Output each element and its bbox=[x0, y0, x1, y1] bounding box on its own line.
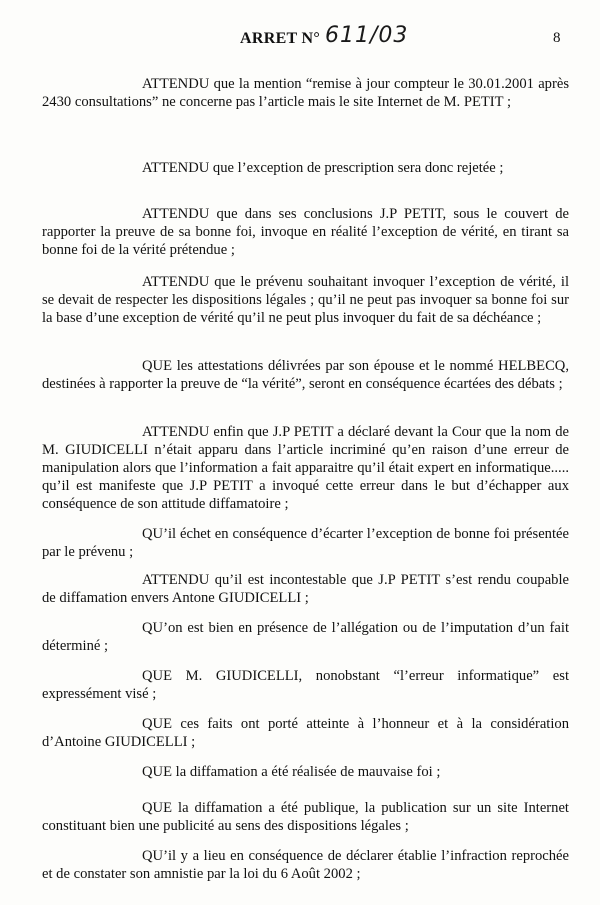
paragraph-6: ATTENDU enfin que J.P PETIT a déclaré devant la Cour que la nom de M. GIUDICELLI n’était apparu dans l’article incriminé qu’en raison d’une erreur de manipulation alors que l’information a fait apparaitre qu’il était expert en informatique..... qu’il est manifeste que J.P PETIT a invoqué cette erreur dans le but d’échapper aux conséquence de son attitude diffamatoire ; bbox=[42, 423, 569, 512]
handwritten-judgment-number: 611/03 bbox=[325, 23, 409, 48]
paragraph-1: ATTENDU que la mention “remise à jour compteur le 30.01.2001 après 2430 consultations” ne concerne pas l’article mais le site Internet de M. PETIT ; bbox=[42, 75, 569, 110]
judgment-title: ARRET N° bbox=[240, 30, 321, 47]
paragraph-5: QUE les attestations délivrées par son épouse et le nommé HELBECQ, destinées à rapporter la preuve de “la vérité”, seront en conséquence écartées des débats ; bbox=[42, 357, 569, 392]
paragraph-9: QU’on est bien en présence de l’allégation ou de l’imputation d’un fait déterminé ; bbox=[42, 619, 569, 654]
paragraph-12: QUE la diffamation a été réalisée de mauvaise foi ; bbox=[142, 763, 441, 780]
paragraph-7: QU’il échet en conséquence d’écarter l’exception de bonne foi présentée par le prévenu ; bbox=[42, 525, 569, 560]
paragraph-3: ATTENDU que dans ses conclusions J.P PETIT, sous le couvert de rapporter la preuve de sa bonne foi, invoque en réalité l’exception de vérité, en tirant sa bonne foi de la vérité prétendue ; bbox=[42, 205, 569, 258]
paragraph-14: QU’il y a lieu en conséquence de déclarer établie l’infraction reprochée et de constater son amnistie par la loi du 6 Août 2002 ; bbox=[42, 847, 569, 882]
paragraph-2: ATTENDU que l’exception de prescription sera donc rejetée ; bbox=[142, 159, 504, 176]
paragraph-8: ATTENDU qu’il est incontestable que J.P PETIT s’est rendu coupable de diffamation envers Antone GIUDICELLI ; bbox=[42, 571, 569, 606]
paragraph-11: QUE ces faits ont porté atteinte à l’honneur et à la considération d’Antoine GIUDICELLI ; bbox=[42, 715, 569, 750]
paragraph-4: ATTENDU que le prévenu souhaitant invoquer l’exception de vérité, il se devait de respecter les dispositions légales ; qu’il ne peut pas invoquer sa bonne foi sur la base d’une exception de vérité qu’il ne peut plus invoquer du fait de sa déchéance ; bbox=[42, 273, 569, 326]
page-header bbox=[0, 23, 600, 54]
paragraph-10: QUE M. GIUDICELLI, nonobstant “l’erreur informatique” est expressément visé ; bbox=[42, 667, 569, 702]
page-number: 8 bbox=[553, 30, 561, 46]
paragraph-13: QUE la diffamation a été publique, la publication sur un site Internet constituant bien une publicité au sens des dispositions légales ; bbox=[42, 799, 569, 834]
